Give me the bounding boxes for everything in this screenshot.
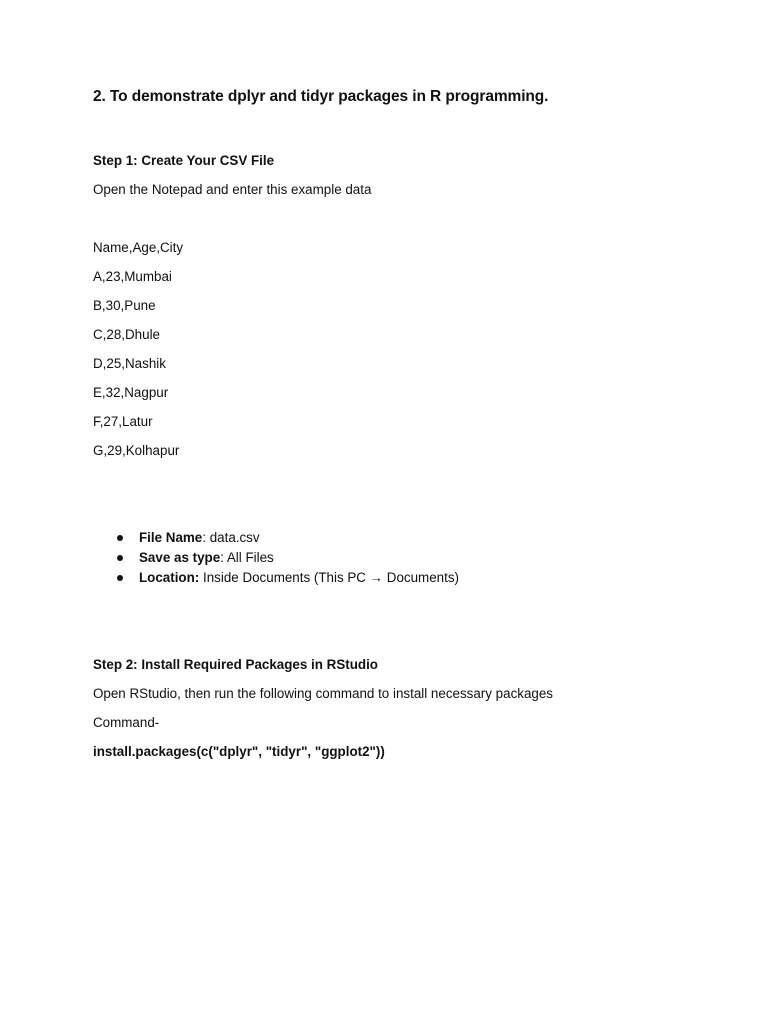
csv-line: A,23,Mumbai: [93, 269, 172, 284]
page-title: 2. To demonstrate dplyr and tidyr packages in R programming.: [93, 88, 549, 105]
step2-instruction: Open RStudio, then run the following command to install necessary packages: [93, 686, 554, 701]
bullet-label: File Name: [139, 530, 203, 545]
csv-line: E,32,Nagpur: [93, 385, 169, 400]
csv-line: D,25,Nashik: [93, 356, 166, 371]
csv-line: C,28,Dhule: [93, 327, 160, 342]
install-command: install.packages(c("dplyr", "tidyr", "ggplot2")): [93, 744, 385, 759]
csv-line: B,30,Pune: [93, 298, 156, 313]
bullet-save-as-type: [93, 549, 459, 569]
bullet-location: [93, 569, 459, 589]
bullet-dot-icon: [117, 555, 123, 561]
step1-instruction: Open the Notepad and enter this example data: [93, 182, 372, 197]
csv-line: G,29,Kolhapur: [93, 443, 180, 458]
bullet-label: Location:: [139, 570, 200, 585]
csv-line: Name,Age,City: [93, 240, 184, 255]
step1-heading: Step 1: Create Your CSV File: [93, 153, 275, 168]
step2-heading: Step 2: Install Required Packages in RStudio: [93, 657, 378, 672]
csv-line: F,27,Latur: [93, 414, 153, 429]
bullet-value: Inside Documents (This PC → Documents): [199, 570, 459, 585]
bullet-dot-icon: [117, 575, 123, 581]
bullet-dot-icon: [117, 535, 123, 541]
command-label: Command-: [93, 715, 160, 730]
bullet-value: : data.csv: [202, 530, 260, 545]
bullet-file-name: [93, 529, 459, 549]
bullet-value: : All Files: [220, 550, 274, 565]
file-details-list: [93, 529, 459, 589]
bullet-label: Save as type: [139, 550, 221, 565]
